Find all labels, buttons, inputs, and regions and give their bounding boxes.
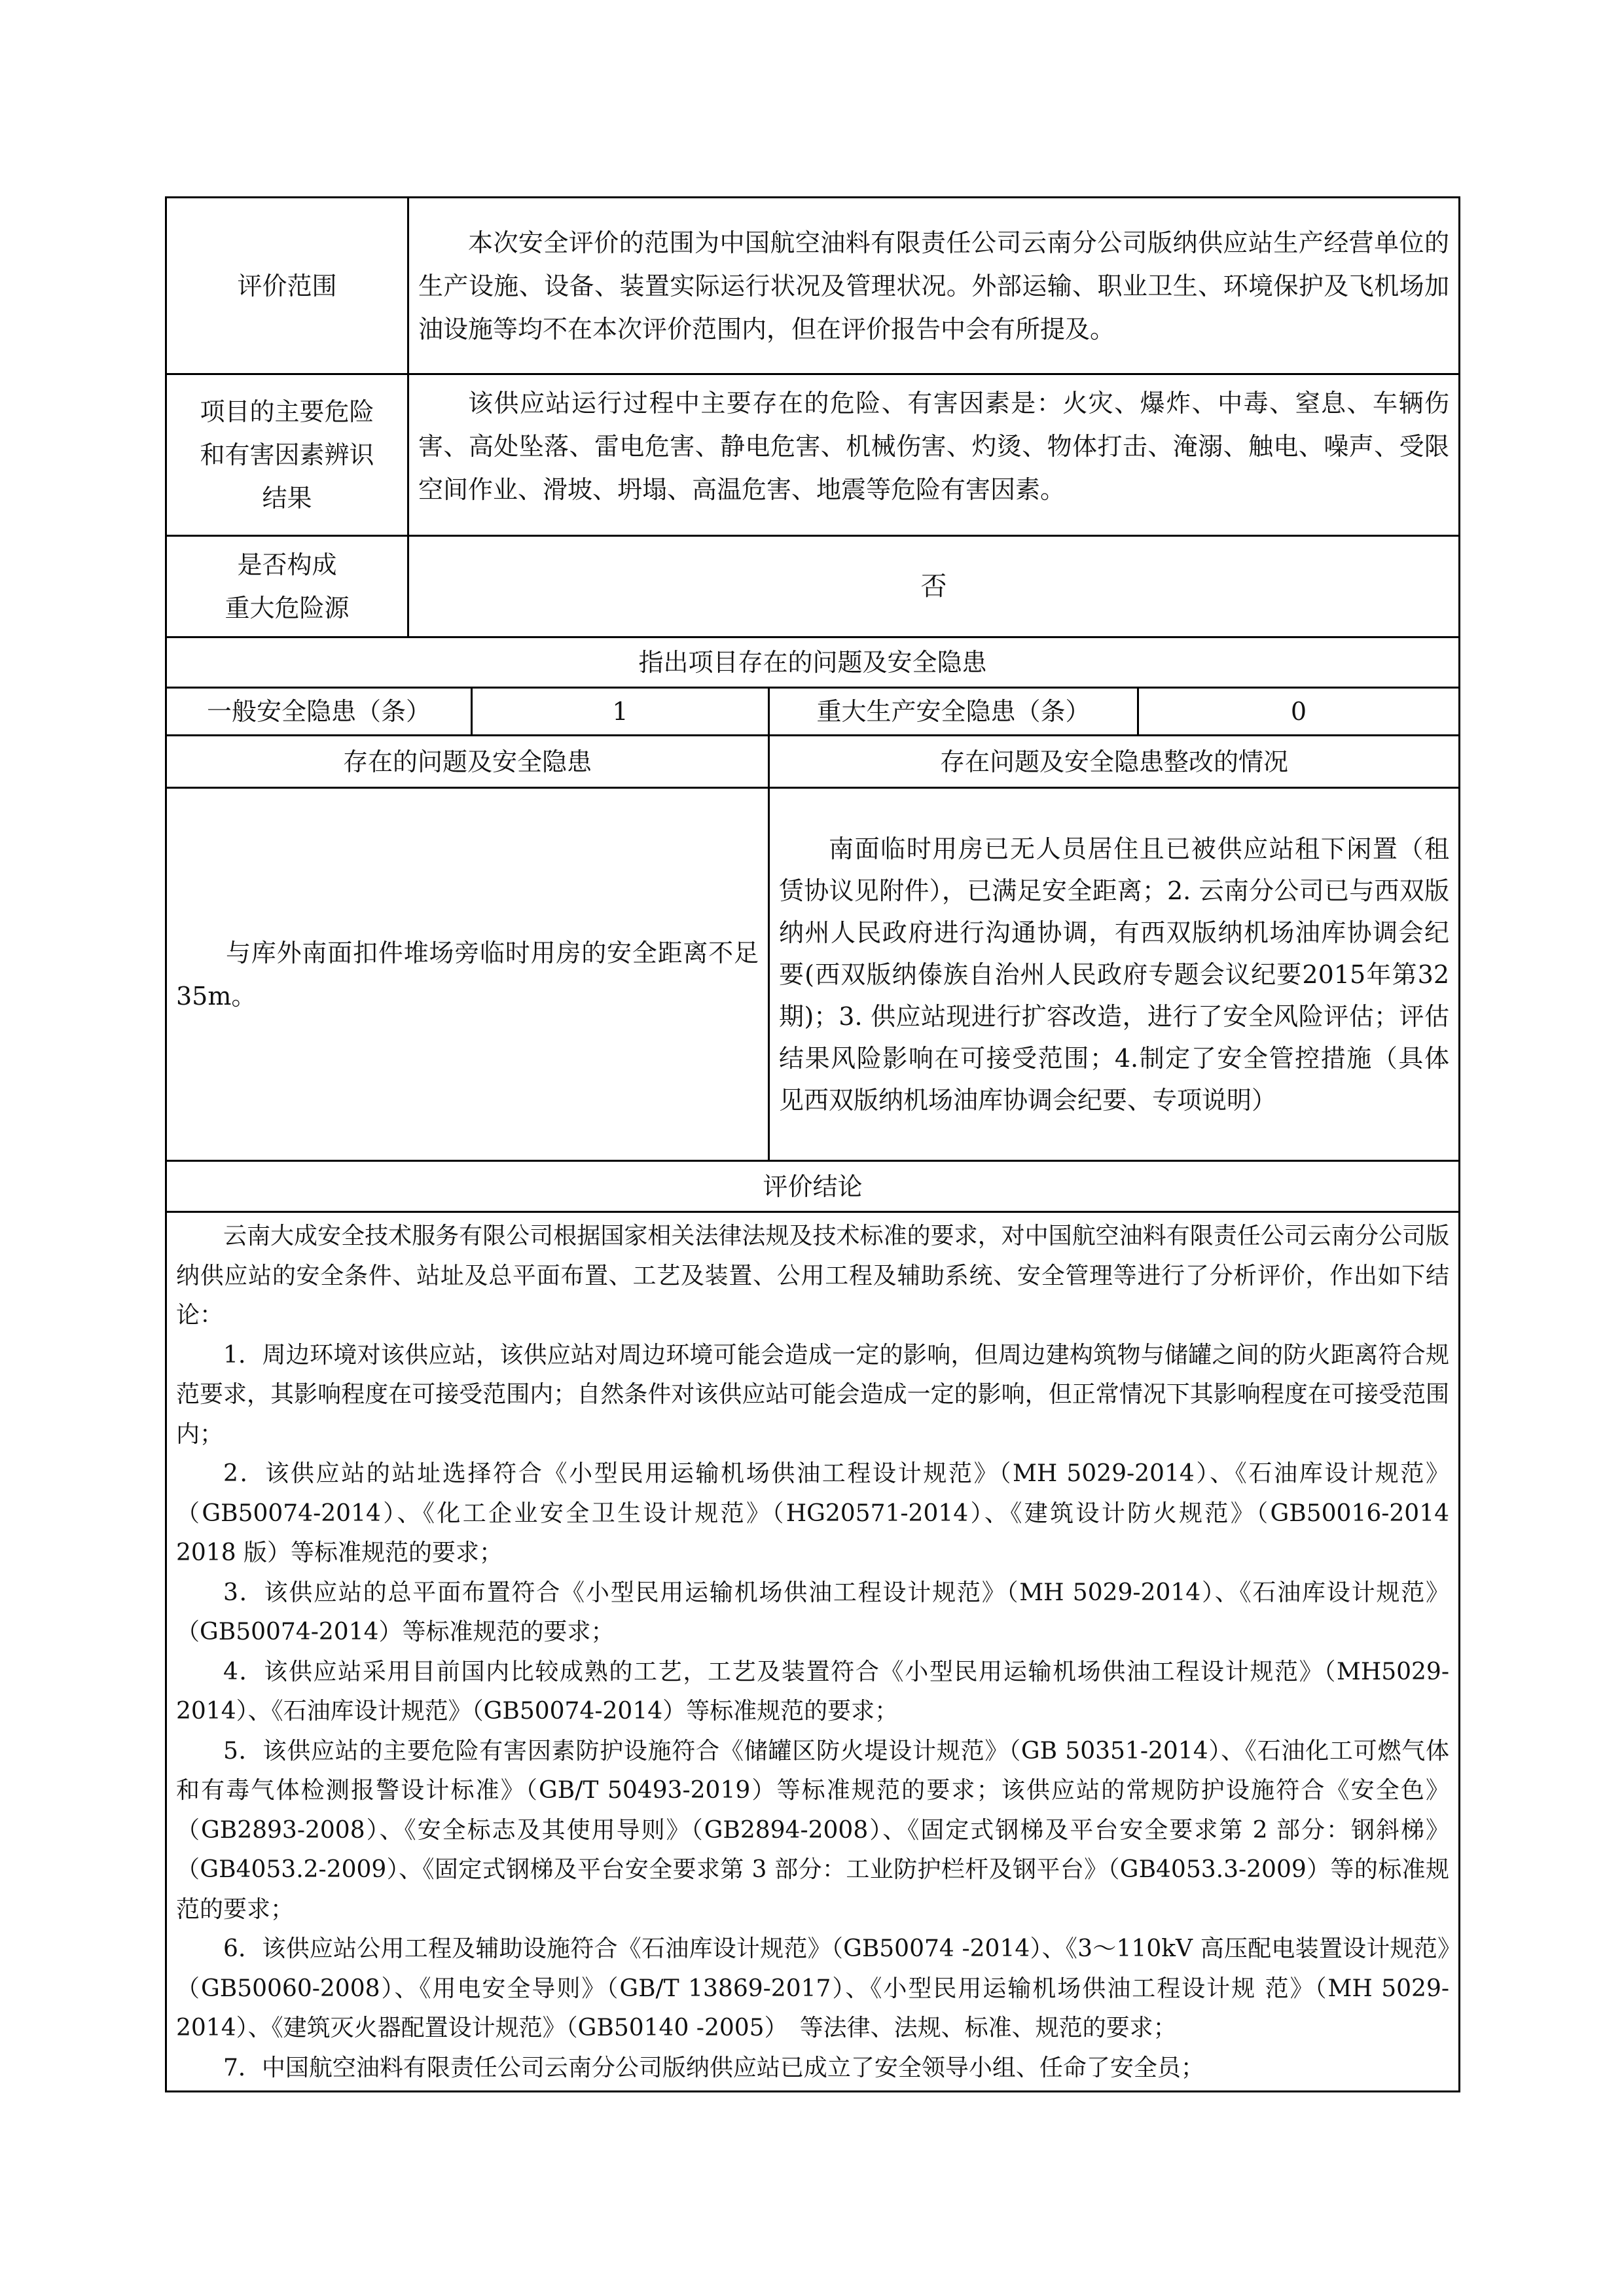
scope-row <box>166 198 1460 374</box>
major-hazard-label-line: 是否构成 <box>237 550 337 579</box>
conclusion-paragraph: 1．周边环境对该供应站，该供应站对周边环境可能会造成一定的影响，但周边建构筑物与储罐之间的防火距离符合规范要求，其影响程度在可接受范围内；自然条件对该供应站可能会造成一定的影响，但正常情况下其影响程度在可接受范围内； <box>176 1341 1450 1448</box>
issues-header-row <box>166 736 1460 788</box>
general-hazard-label: 一般安全隐患（条） <box>166 688 472 736</box>
major-hazard-label <box>166 536 408 637</box>
issues-detail-row <box>166 788 1460 1161</box>
problem-column-header: 存在的问题及安全隐患 <box>166 736 769 788</box>
hazards-label-line: 和有害因素辨识 <box>200 440 374 469</box>
conclusion-row <box>166 1212 1460 2092</box>
conclusion-paragraph: 5．该供应站的主要危险有害因素防护设施符合《储罐区防火堤设计规范》（GB 50351-2014）、《石油化工可燃气体和有毒气体检测报警设计标准》（GB/T 50493-2019）等标准规范的要求；该供应站的常规防护设施符合《安全色》（GB2893-2008）、《安全标志及其使用导则》（GB2894-2008）、《固定式钢梯及平台安全要求第 2 部分：钢斜梯》（GB4053.2-2009）、《固定式钢梯及平台安全要求第 3 部分：工业防护栏杆及钢平台》（GB4053.3-2009）等的标准规范的要求； <box>176 1737 1450 1923</box>
issues-count-row <box>166 688 1460 736</box>
conclusion-paragraph: 4．该供应站采用目前国内比较成熟的工艺，工艺及装置符合《小型民用运输机场供油工程设计规范》（MH5029-2014）、《石油库设计规范》（GB50074-2014）等标准规范的要求； <box>176 1658 1450 1725</box>
general-hazard-count: 1 <box>472 688 769 736</box>
major-hazard-count-label: 重大生产安全隐患（条） <box>769 688 1138 736</box>
scope-label: 评价范围 <box>166 198 408 374</box>
conclusion-paragraph: 6．该供应站公用工程及辅助设施符合《石油库设计规范》（GB50074 -2014）、《3～110kV 高压配电装置设计规范》（GB50060-2008）、《用电安全导则》（GB/T 13869-2017）、《小型民用运输机场供油工程设计规 范》（MH 5029-2014）、《建筑灭火器配置设计规范》（GB50140 -2005） 等法律、法规、标准、规范的要求； <box>176 1935 1450 2041</box>
conclusion-body <box>166 1212 1473 2092</box>
evaluation-table <box>165 196 1473 2092</box>
major-hazard-count: 0 <box>1138 688 1460 736</box>
hazards-label-line: 结果 <box>262 484 312 512</box>
rectify-column-header: 存在问题及安全隐患整改的情况 <box>769 736 1460 788</box>
issues-section-title: 指出项目存在的问题及安全隐患 <box>166 637 1460 688</box>
conclusion-paragraph: 7．中国航空油料有限责任公司云南分公司版纳供应站已成立了安全领导小组、任命了安全员； <box>223 2054 1204 2081</box>
major-hazard-row <box>166 536 1460 637</box>
hazards-text: 该供应站运行过程中主要存在的危险、有害因素是：火灾、爆炸、中毒、窒息、车辆伤害、高处坠落、雷电危害、静电危害、机械伤害、灼烫、物体打击、淹溺、触电、噪声、受限空间作业、滑坡、坍塌、高温危害、地震等危险有害因素。 <box>408 374 1460 536</box>
conclusion-paragraph: 云南大成安全技术服务有限公司根据国家相关法律法规及技术标准的要求，对中国航空油料有限责任公司云南分公司版纳供应站的安全条件、站址及总平面布置、工艺及装置、公用工程及辅助系统、安全管理等进行了分析评价，作出如下结论： <box>176 1223 1450 1329</box>
conclusion-paragraph: 2．该供应站的站址选择符合《小型民用运输机场供油工程设计规范》（MH 5029-2014）、《石油库设计规范》（GB50074-2014）、《化工企业安全卫生设计规范》（HG20571-2014）、《建筑设计防火规范》（GB50016-2014 2018 版）等标准规范的要求； <box>176 1460 1473 1566</box>
scope-text: 本次安全评价的范围为中国航空油料有限责任公司云南分公司版纳供应站生产经营单位的生产设施、设备、装置实际运行状况及管理状况。外部运输、职业卫生、环境保护及飞机场加油设施等均不在本次评价范围内，但在评价报告中会有所提及。 <box>408 198 1460 374</box>
major-hazard-label-line: 重大危险源 <box>225 594 350 622</box>
problem-text: 与库外南面扣件堆场旁临时用房的安全距离不足 35m。 <box>166 788 769 1161</box>
conclusion-paragraph: 3．该供应站的总平面布置符合《小型民用运输机场供油工程设计规范》（MH 5029-2014）、《石油库设计规范》（GB50074-2014）等标准规范的要求； <box>176 1579 1450 1645</box>
major-hazard-value: 否 <box>408 536 1460 637</box>
issues-title-row <box>166 637 1460 688</box>
rectify-text: 南面临时用房已无人员居住且已被供应站租下闲置（租赁协议见附件），已满足安全距离；2. 云南分公司已与西双版纳州人民政府进行沟通协调，有西双版纳机场油库协调会纪要(西双版纳傣族自治州人民政府专题会议纪要2015年第32期)；3. 供应站现进行扩容改造，进行了安全风险评估；评估结果风险影响在可接受范围；4.制定了安全管控措施（具体见西双版纳机场油库协调会纪要、专项说明） <box>769 788 1460 1161</box>
conclusion-title: 评价结论 <box>166 1161 1460 1212</box>
hazards-label <box>166 374 408 536</box>
hazards-label-line: 项目的主要危险 <box>200 397 374 426</box>
conclusion-title-row <box>166 1161 1460 1212</box>
hazards-row <box>166 374 1460 536</box>
